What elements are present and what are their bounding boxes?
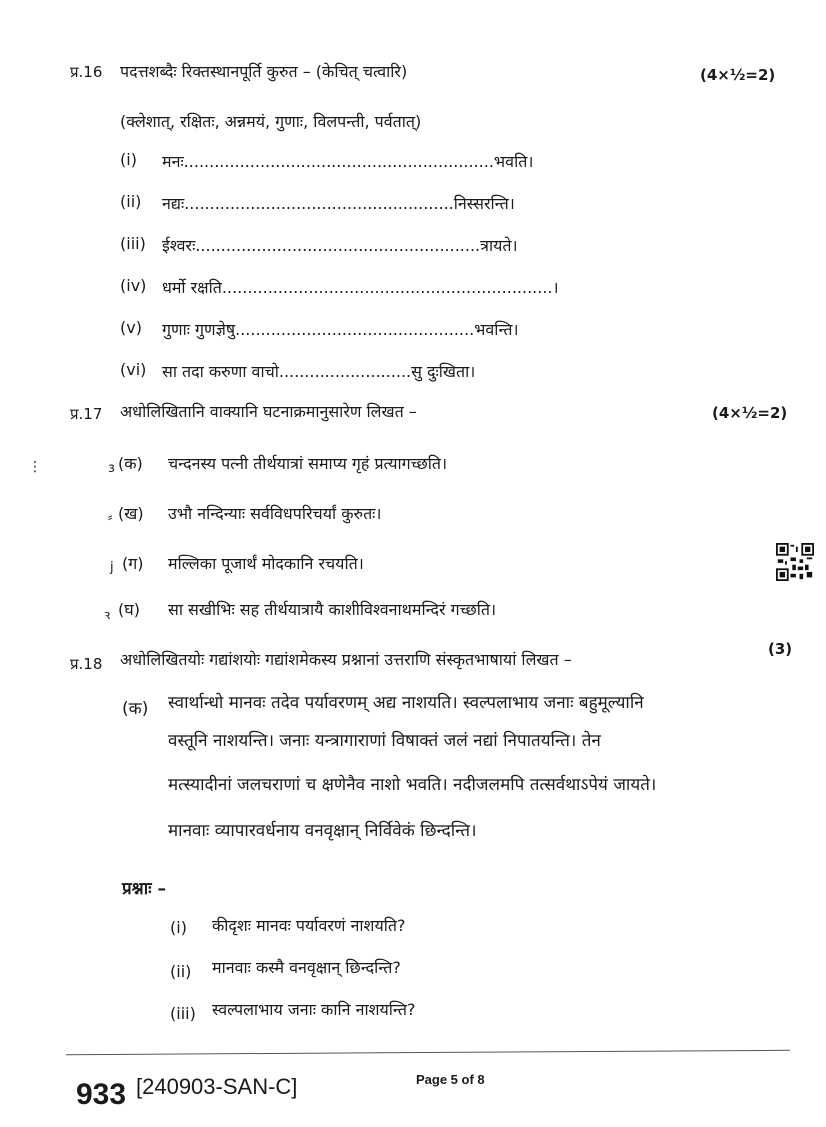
q16-item-1-text: मनः.............................................................भवति। <box>162 152 534 171</box>
paper-code: [240903-SAN-C] <box>136 1074 298 1099</box>
q17-instruction: अधोलिखितानि वाक्यानि घटनाक्रमानुसारेण लिखत – <box>120 402 417 421</box>
q18-instruction: अधोलिखितयोः गद्यांशयोः गद्यांशमेकस्य प्रश्नानां उत्तराणि संस्कृतभाषायां लिखत – <box>120 650 572 669</box>
q17-item-1-text: चन्दनस्य पत्नी तीर्थयात्रां समाप्य गृहं प्रत्यागच्छति। <box>168 454 448 473</box>
q18-question-1-number: (i) <box>170 918 187 937</box>
q16-item-3-text: ईश्वरः........................................................त्रायते। <box>162 236 518 255</box>
q16-number: प्र.16 <box>70 63 103 81</box>
q17-item-2-number: (ख) <box>118 504 144 523</box>
q18-number: प्र.18 <box>70 655 103 673</box>
q18-questions-label: प्रश्नाः – <box>122 879 166 899</box>
q18-marks: (3) <box>768 640 793 658</box>
q16-item-2-text: नद्यः.....................................................निस्सरन्ति। <box>162 194 515 213</box>
q18-passage-line-3: मत्स्यादीनां जलचराणां च क्षणेनैव नाशो भवति। नदीजलमपि तत्सर्वथाऽपेयं जायते। <box>168 775 657 795</box>
q16-item-2-number: (ii) <box>120 192 142 211</box>
q17-item-1-order-mark: ɜ <box>108 461 115 476</box>
q16-word-options: (क्लेशात्, रक्षितः, अन्नमयं, गुणाः, विलपन्ती, पर्वतात्) <box>120 112 422 131</box>
q16-marks: (4×½=2) <box>700 66 776 84</box>
q16-item-6-text: सा तदा करुणा वाचो..........................सु दुःखिता। <box>162 362 476 381</box>
q18-question-3-number: (iii) <box>170 1004 196 1023</box>
q17-item-1-number: (क) <box>118 454 143 473</box>
q18-question-3-text: स्वल्पलाभाय जनाः कानि नाशयन्ति? <box>212 1000 416 1019</box>
q16-item-5-number: (v) <box>120 318 142 337</box>
q16-item-1-number: (i) <box>120 150 137 169</box>
q17-item-4-number: (घ) <box>118 600 140 619</box>
q17-item-4-text: सा सखीभिः सह तीर्थयात्रायै काशीविश्वनाथमन्दिरं गच्छति। <box>168 600 497 619</box>
qr-code-icon <box>776 543 814 581</box>
q16-item-4-number: (iv) <box>120 276 147 295</box>
q18-passage-line-4: मानवाः व्यापारवर्धनाय वनवृक्षान् निर्विवेकं छिन्दन्ति। <box>168 821 477 841</box>
page-number: Page 5 of 8 <box>416 1072 485 1087</box>
q17-item-3-number: (ग) <box>122 554 144 573</box>
q17-item-3-text: मल्लिका पूजार्थं मोदकानि रचयति। <box>168 554 364 573</box>
q17-marks: (4×½=2) <box>712 404 788 422</box>
q18-question-2-number: (ii) <box>170 962 192 981</box>
q18-passage-line-2: वस्तूनि नाशयन्ति। जनाः यन्त्रागाराणां विषाक्तं जलं नद्यां निपातयन्ति। तेन <box>168 731 601 751</box>
margin-pen-mark: ⋮ <box>28 459 42 475</box>
q16-item-3-number: (iii) <box>120 234 146 253</box>
q17-item-4-order-mark: ꝛ <box>104 608 111 623</box>
q18-question-1-text: कीदृशः मानवः पर्यावरणं नाशयति? <box>212 916 406 935</box>
q18-passage-label: (क) <box>122 699 149 719</box>
q17-item-3-order-mark: j <box>110 560 114 575</box>
q16-item-6-number: (vi) <box>120 360 147 379</box>
q17-item-2-text: उभौ नन्दिन्याः सर्वविधपरिचर्यां कुरुतः। <box>168 504 382 523</box>
q16-item-4-text: धर्मो रक्षति.................................................................। <box>162 278 559 297</box>
q18-passage-line-1: स्वार्थान्धो मानवः तदेव पर्यावरणम् अद्य नाशयति। स्वल्पलाभाय जनाः बहुमूल्यानि <box>168 693 644 713</box>
q16-instruction: पदत्तशब्दैः रिक्तस्थानपूर्ति कुरुत – (केचित् चत्वारि) <box>120 62 408 81</box>
q18-question-2-text: मानवाः कस्मै वनवृक्षान् छिन्दन्ति? <box>212 958 401 977</box>
q17-number: प्र.17 <box>70 405 103 423</box>
q17-item-2-order-mark: ⸗ <box>108 510 113 525</box>
paper-number: 933 <box>76 1078 127 1111</box>
q16-item-5-text: गुणाः गुणज्ञेषु...............................................भवन्ति। <box>162 320 519 339</box>
footer-divider <box>66 1050 790 1055</box>
